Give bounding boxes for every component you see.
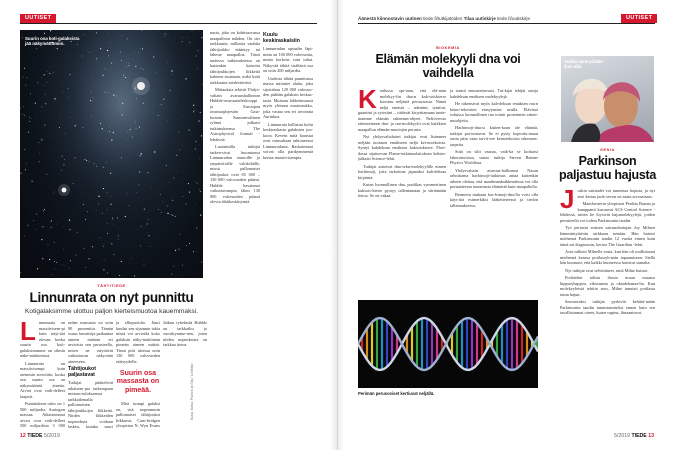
promo-vote-link[interactable]: tiede.fi/tutkijatöiden (421, 16, 464, 21)
paragraph: Nyt yhdysvaltalaiset tutkijat ovat lisänneet neljään tuonnon emäkseen neljä kei-notekoista. Syntyi kahdeksan emäksen kaksoiskierre. Flori-dassa sijaitsevan Flame-tutkimuslaitoksen keksin-julkaisi Science-lehti. (358, 134, 446, 161)
right-page (337, 0, 674, 450)
paragraph: Työ perustui entisen sairaanhoitajan Joy Milnen hämmästyttävän tarkkaan nenään. Hän haistoi miehensä Parkinsonin taudin 12 vuotta ennen kuin tämä sai diagnoosin, kertoo The Guardian -lehti. (560, 225, 655, 247)
photo-caption: Suurin osa koti-galaksista jää näkymättömiin. (25, 36, 80, 47)
page-footer (20, 433, 60, 439)
paragraph: Uudesta tähtiä punnitussa massa mittatiet alaita, joka sijoitahuu 129 000 valovuo-den päähän galaksin keskus-tasta. Muitaan lakkeimuussä myös yltimen muutoaukko, joka vastaa sen eri arvointia Aurinkoa. (263, 75, 313, 119)
photo-caption: Perimän perusosiset kertiuvat neljällä. (358, 391, 435, 396)
subhead: Tähtijoukot paljastavat (68, 366, 96, 378)
magazine-title: TIEDE (631, 433, 647, 439)
kicker: BIOKEMIA (436, 46, 460, 50)
paragraph: Luotaimilla tutkijat tarken-sivat huomionsa Linnunradan reunoille ja ympäröivälle valokehälle, missä pallomaiset tähtijoukot ovat 65 000 – 130 000 valovuoden päässä. Hubble havainnot vaikuttavampia, lähes 130 000 valovuoden päässä olevia tähtikeskittymiä. (210, 144, 260, 204)
article-column-2 (68, 320, 113, 430)
deck: Kotigalaksimme ulottuu paljon kierteismuotoa kauemmaksi. (25, 308, 198, 315)
page-title: Linnunrata on nyt punnittu (29, 290, 194, 305)
magazine-title: TIEDE (27, 433, 43, 439)
page-number: 12 (20, 433, 26, 439)
header-rule (20, 23, 317, 24)
paragraph: oskin sairaudet voi tunnistaa hajusta, ja nyt ensi kertaa juok-sevon on saatu aivosairaus. (577, 188, 655, 199)
drop-cap: L (20, 320, 36, 346)
issue-date: 5/2019 (43, 433, 60, 439)
page-number: 13 (648, 433, 654, 439)
article-column-1 (20, 320, 65, 430)
starfield-graphic (20, 30, 203, 278)
promo-strip (358, 16, 530, 21)
paragraph: Jatkuu ryhelmää Hubble on tarkkailtu jo vuosikymme-nen, joten niiden nopeuksista on tarkkaa tietoa. (163, 320, 207, 347)
paragraph: Kuten luonnollinen dna, puolikas symmetrinen kaksois-kierre pystyy tallentamaan ja siirtämään tietoa. Se on vakaa (358, 182, 446, 198)
paragraph: radan massasta on noin 90 prosenttia. Tämän osuus havaitsija paikantaa aineen määrän eri arvioista sen perusteella, miten ne näyttävät vaikuttavan näkyvään aineeseen. (68, 320, 113, 364)
kicker: GENIA (599, 148, 616, 152)
paragraph: Linnunrata on massiivisempi kuin aiemmin arvioitiin, koska sen suurin osa on näkymätöntä ainetta. Arviot ovat vaih-delleet laajasti. (20, 360, 65, 399)
drop-cap: K (358, 88, 377, 114)
paragraph: Linnunradan opinalin läpi-mitta on 100 000 valovuotta, mutta korkeus vain tuhat. Näkyvää tähtiä sisältävä osa on noin 200 miljardia. (263, 46, 313, 73)
paragraph: He rakensivat myös kah-deksan emäksen rna:n keino-tekoisten entsyymien avulla. Elävissä soluissa luonnollinen rna toimii proteiinien raken-nusohjeita. (450, 101, 538, 123)
paragraph: Punnituksen tulos on 1 500 miljardia Auringon massaa. Aikaisemmat arviot ovat vaih-delleet 500 miljardista 3 000 (20, 401, 65, 428)
paragraph: nasta, joka on kohtisuorassa maapalloon nähden. On siis tarkkuutta, millaista vauhtia tähtijoukko etääntyy tai läheste maapalloa. Tässä uudessa tutkimuksessa on kuitenkin katsottu tähtijoukkojen liikkeitä kahteen suuntaan, mikä lisää tarkkuutta merkittävästi. (210, 30, 260, 85)
paragraph: Asia valkeni Milnelle vasta, kun hän oli osallistunut miehensä kanssa potilasryh-män tapaamiseen. Siellä hän huomasi, että kaikki huoneessa haisivat samalta. (560, 249, 655, 265)
paragraph: Manchesterin yliopiston Perdita Barran ja kumppanit kuvaavat ACS Central Science -lehdessä, miten he löysivät hajumolekyylejä, joiden perusteella voi todeta Parkinsonin taudin. (560, 201, 655, 223)
paragraph: Tutkijat päättelivät aikaisem-pia tarkempaan mittaus-tulokseensa tarkkailemalla pallomaisten tähtijoukkojen liikkeitä. Niiden liikkeiden nopeudesta voidaan laskea, kuinka suuri (68, 380, 113, 429)
header-rule (358, 23, 655, 24)
paragraph: Hachimoji-dna:st kuiten-kaan ole elämää, tutkijat pai-nottavat. Se ei pysty kopioitu-maan omin päin vaan tarvit-see keinotekoisia rakennus-tarpeita. (450, 125, 538, 147)
paragraph: oulussa opi-taan, että elä-män molekyy-lin dna:n kak-soiskierre koostuu neljästä perusosasta. Nämä neljä emästä – adeniini, tymiini, guaniini ja sytosiini – riittävät kirjoittamaan tunte-mamme elämän rakennus-ohjeet. Neliöversio rakenteineen dna- ja rna-molekyylit ovat kaikkien maapallon elämän-muotojen perusta. (358, 88, 446, 132)
article-column-6 (263, 30, 313, 430)
paragraph: Yhdysvaltain avaruus-hallinnon Nasan rahoittama hachimoji-tutkimus antaa kuitenkin aiheen olettaa, että maailmankaikkeudessa voi olla periaatteessa tunnetusta elämästä kuin maapallolla. (450, 167, 538, 189)
sidebar-column (560, 188, 655, 428)
galaxy-photo (20, 30, 203, 278)
section-tab: UUTISET (20, 14, 56, 23)
subhead: Kuulu keskiraskaisiin (263, 32, 300, 44)
drop-cap: J (560, 188, 575, 214)
article-column-4a (163, 320, 207, 430)
sidebar-title: Parkinson paljastuu hajusta (558, 154, 656, 182)
paragraph: Linnunrata kallistuu kohti keskiraskasta galaksien jou-koon. Kevein mitä harastat ovat massaltaan tahtoneessa Linnunradasta. Raskaimmat voivat olla parikymmentä kertaa massiivisempia. (263, 121, 313, 160)
paragraph: Seuraavaksi tutkijat pyrkivät kehittä-mään Parkinsonin taudin tunnistamiseksi ennen kuin sen tavallisimmat oireet, kuten vapina, ilmaantuvat. (560, 299, 655, 315)
paragraph: Nyt tutkijat ovat selvittäneet, mitä Milne haistoi. (565, 267, 649, 273)
paragraph: Bennerin mukaan hac-himoji-dna:lla voisi olla käyt-töä esimerkiksi lääketieteessä ja tiedon tallennuksessa. (450, 191, 538, 208)
paragraph: innunrata on massiivisem-pi kuin näyt-tää olevan, koska suurin osa koti-galaksistamme on silmin näke-mättömissä. (20, 320, 65, 358)
article-column-2 (450, 88, 538, 298)
dna-photo (358, 300, 538, 388)
dna-helix-graphic (358, 300, 538, 388)
article-column-3 (116, 320, 160, 430)
article-column-5 (210, 30, 260, 430)
paragraph: Tutkijat antoivat dna-seku-molekyylille nimen hachimoji, joka tarkoittaa japaniksi kah-deksaa kirjainta. (358, 163, 446, 180)
paragraph: ja elliopsoidia. Juuri kuulas sen sijainnin takia niistä voi arvioida koko galaksin näky-mättömän pimeän aineen määrä. Tämä piiri ulottuu noin 130 000 valovuoden etäisyydelle. (116, 320, 160, 364)
sidebar-photo (561, 56, 654, 142)
page-footer (614, 433, 654, 439)
photo-credit: Kuva: Nasa, Planck at Sky / Lehtisto (190, 363, 194, 420)
issue-date: 5/2019 (614, 433, 631, 439)
paragraph: Potilaiden talista ihosta muun muassa hippuryhappoa, eikosaania ja oktadekanaa-lia. Kun molekyyleistä tehtiin seos, Milne tunnisti potilasta tutun hajun. (560, 275, 655, 297)
kicker: TÄHTITIEDE (97, 284, 126, 288)
promo-newsletter-label: Tilaa uutiskirje (463, 16, 496, 21)
paragraph: ja toimii ennustettavasti. Tut-kijat tekijät satoja kahdeksan emäksen molekyylejä. (450, 88, 538, 99)
promo-vote-label: Äänestä kiinnostavin uutinen (358, 16, 422, 21)
photo-caption: Tarkka nenä pidään ihon alle. (564, 59, 603, 69)
promo-newsletter-link[interactable]: tiede.fi/uutiskirje (495, 16, 531, 21)
paragraph: Mittauksia tekivät Yhdys-valtain avaruushallinnon Hubble-avaruusteleskooppi ja Euroopan avaruusjärjestön Gaia-luotain. Kansainvälinen ryhmä julkaisi tutkimuksensa The Astrophysical Journal -lehdessä. (210, 87, 260, 142)
paragraph: Siitä on silti vaaraa, vaik-ka se korkaisi laboratoriosta, sanoo tutkija Steven Benner Physics Worldissa. (450, 149, 538, 165)
pull-quote: Suurin osa massasta on pimeää. (116, 370, 160, 394)
page-title: Elämän molekyyli dna voi vaihdella (375, 52, 521, 80)
section-tab: UUTISET (621, 14, 657, 23)
paragraph: Mitä isompi galaksi on, sitä nopeammin pallomaiset tähtijoukot liikkuvat, Cam-bridgen yliopiston N. Wyn Evans (116, 401, 160, 429)
